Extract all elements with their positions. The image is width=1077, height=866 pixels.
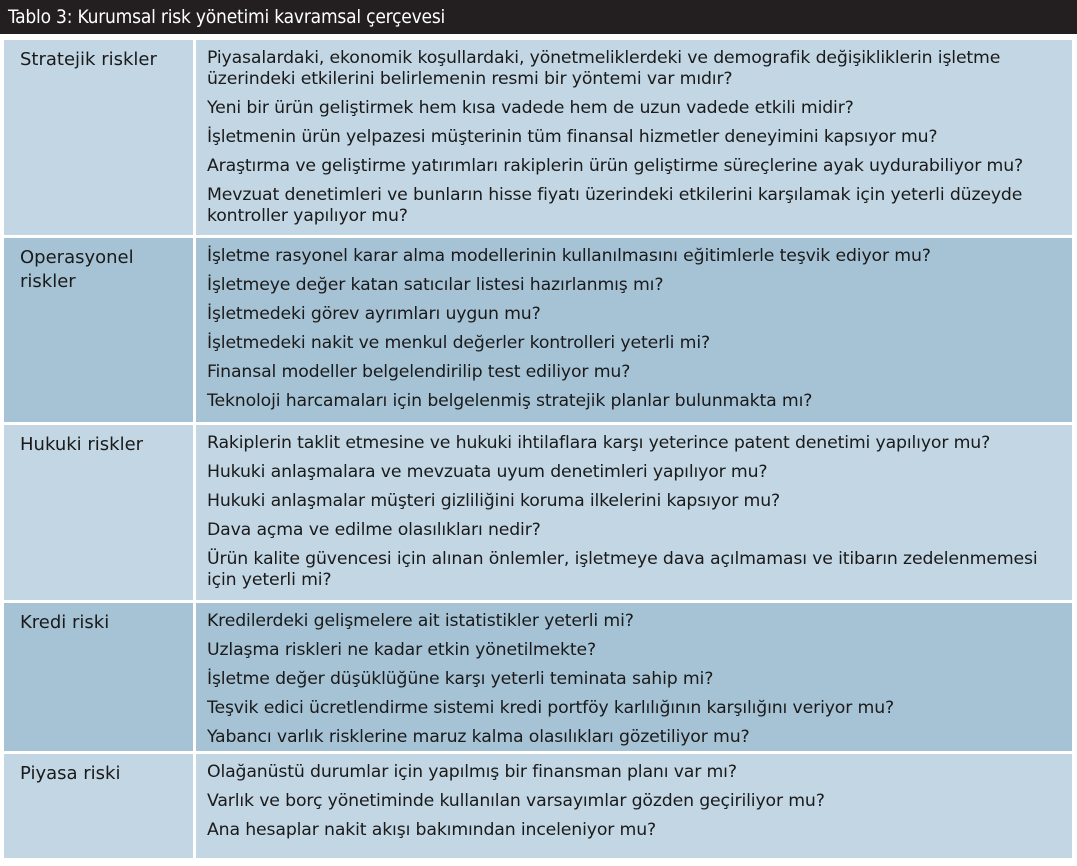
question-list: [199, 238, 1072, 422]
question-item: Piyasalardaki, ekonomik koşullardaki, yönetmeliklerdeki ve demografik değişikliklerin işletme üzerindeki etkilerini belirlemenin resmi bir yöntemi var mıdır?: [207, 48, 1001, 89]
question-item: Dava açma ve edilme olasılıkları nedir?: [207, 520, 541, 540]
category-label: Hukuki riskler: [4, 425, 196, 600]
question-item: Yeni bir ürün geliştirmek hem kısa vadede hem de uzun vadede etkili midir?: [207, 98, 854, 118]
table-row-operational: [4, 238, 1072, 422]
question-list: [199, 40, 1072, 235]
question-item: Ana hesaplar nakit akışı bakımından inceleniyor mu?: [207, 820, 657, 840]
question-item: Finansal modeller belgelendirilip test ediliyor mu?: [207, 362, 631, 382]
question-item: İşletme rasyonel karar alma modellerinin kullanılmasını eğitimlerle teşvik ediyor mu?: [207, 246, 931, 266]
question-item: Teknoloji harcamaları için belgelenmiş stratejik planlar bulunmakta mı?: [207, 391, 813, 411]
question-item: Olağanüstü durumlar için yapılmış bir finansman planı var mı?: [207, 762, 737, 782]
question-item: İşletmedeki görev ayrımları uygun mu?: [207, 304, 541, 324]
question-item: Ürün kalite güvencesi için alınan önlemler, işletmeye dava açılmaması ve itibarın zedelenmemesi için yeterli mi?: [207, 549, 1038, 590]
question-item: Hukuki anlaşmalar müşteri gizliliğini koruma ilkelerini kapsıyor mu?: [207, 491, 781, 511]
question-item: Kredilerdeki gelişmelere ait istatistikler yeterli mi?: [207, 611, 634, 631]
question-item: Uzlaşma riskleri ne kadar etkin yönetilmekte?: [207, 640, 597, 660]
category-label: Kredi riski: [4, 603, 196, 751]
category-label: Stratejik riskler: [4, 40, 196, 235]
question-item: Araştırma ve geliştirme yatırımları rakiplerin ürün geliştirme süreçlerine ayak uydurabiliyor mu?: [207, 156, 1024, 176]
category-label: Piyasa riski: [4, 754, 196, 858]
question-item: Teşvik edici ücretlendirme sistemi kredi portföy karlılığının karşılığını veriyor mu?: [207, 698, 895, 718]
question-item: Hukuki anlaşmalara ve mevzuata uyum denetimleri yapılıyor mu?: [207, 462, 768, 482]
question-item: Rakiplerin taklit etmesine ve hukuki ihtilaflara karşı yeterince patent denetimi yapılıyor mu?: [207, 433, 991, 453]
table-title: Tablo 3: Kurumsal risk yönetimi kavramsal çerçevesi: [0, 0, 1077, 34]
question-item: İşletmenin ürün yelpazesi müşterinin tüm finansal hizmetler deneyimini kapsıyor mu?: [207, 127, 938, 147]
risk-framework-table: [4, 40, 1072, 860]
question-list: [199, 603, 1072, 751]
question-item: Yabancı varlık risklerine maruz kalma olasılıkları gözetiliyor mu?: [207, 727, 750, 747]
question-item: Mevzuat denetimleri ve bunların hisse fiyatı üzerindeki etkilerini karşılamak için yeterli düzeyde kontroller yapılıyor mu?: [207, 185, 1023, 226]
category-label: Operasyonel riskler: [4, 238, 196, 422]
question-item: İşletme değer düşüklüğüne karşı yeterli teminata sahip mi?: [207, 669, 714, 689]
table-row-legal: [4, 425, 1072, 600]
question-list: [199, 754, 1072, 858]
table-row-strategic: [4, 40, 1072, 235]
table-row-credit: [4, 603, 1072, 751]
question-list: [199, 425, 1072, 600]
question-item: İşletmedeki nakit ve menkul değerler kontrolleri yeterli mi?: [207, 333, 711, 353]
question-item: Varlık ve borç yönetiminde kullanılan varsayımlar gözden geçiriliyor mu?: [207, 791, 825, 811]
question-item: İşletmeye değer katan satıcılar listesi hazırlanmış mı?: [207, 275, 664, 295]
table-row-market: [4, 754, 1072, 858]
